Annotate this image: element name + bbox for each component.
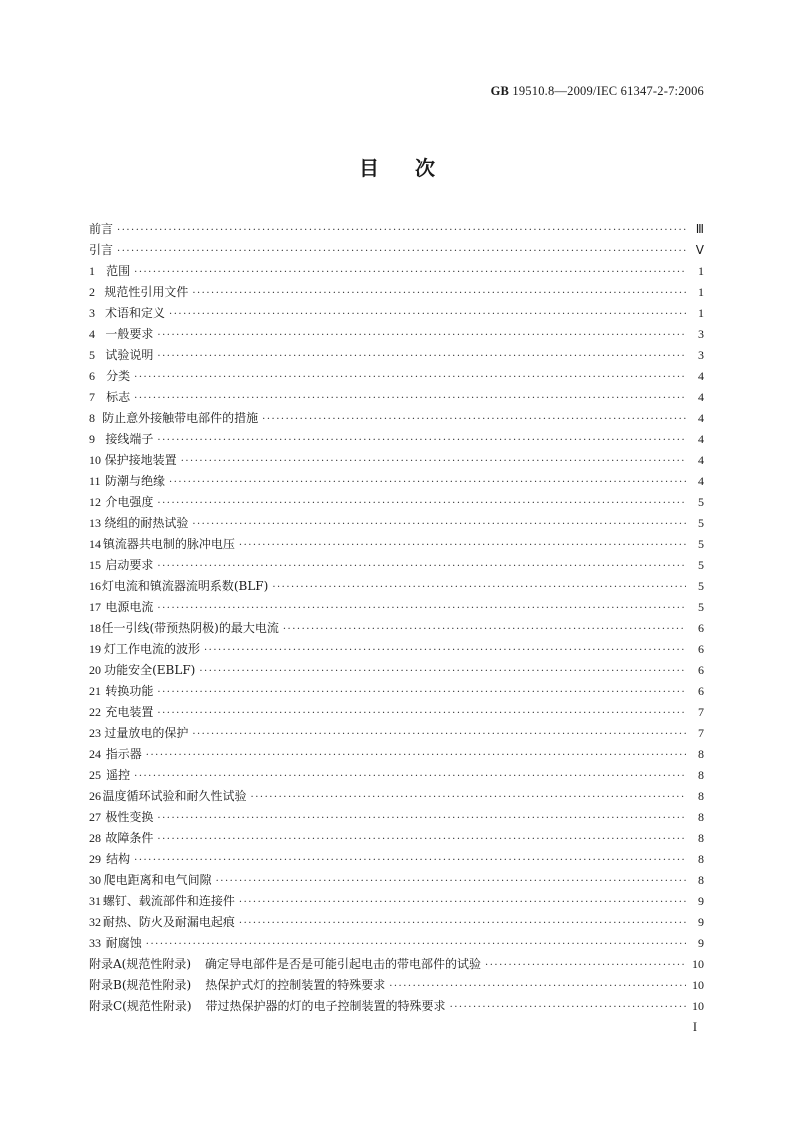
toc-entry-page: 3 xyxy=(698,327,704,341)
toc-entry[interactable] xyxy=(89,807,704,828)
toc-annex-page: 10 xyxy=(692,978,704,992)
toc-entry-number: 11 xyxy=(89,474,101,488)
toc-entry-number: 13 xyxy=(89,516,101,530)
toc-entry-label: 范围 xyxy=(106,264,131,278)
toc-entry-page: 5 xyxy=(698,537,704,551)
toc-entry-number: 7 xyxy=(89,390,95,404)
dot-leader xyxy=(169,304,686,325)
toc-entry-page: 4 xyxy=(698,432,704,446)
toc-entry-number: 18 xyxy=(89,621,101,635)
toc-entry-page: 8 xyxy=(698,768,704,782)
toc-annex-code: 附录C(规范性附录) xyxy=(89,999,192,1013)
toc-entry-page: 1 xyxy=(698,285,704,299)
dot-leader xyxy=(134,766,686,787)
toc-entry-number: 27 xyxy=(89,810,101,824)
toc-entry-page: 7 xyxy=(698,705,704,719)
toc-entry-label: 功能安全(EBLF) xyxy=(104,663,196,677)
toc-entry-number: 33 xyxy=(89,936,101,950)
toc-entry-label: 遥控 xyxy=(106,768,131,782)
dot-leader xyxy=(157,556,686,577)
toc-entry-page: 9 xyxy=(698,894,704,908)
toc-entry[interactable] xyxy=(89,870,704,891)
standard-prefix: GB xyxy=(490,84,510,98)
toc-entry[interactable] xyxy=(89,240,704,261)
dot-leader xyxy=(157,325,686,346)
dot-leader xyxy=(157,598,686,619)
toc-entry-label: 防潮与绝缘 xyxy=(105,474,166,488)
dot-leader xyxy=(389,976,686,997)
dot-leader xyxy=(157,493,686,514)
dot-leader xyxy=(192,724,686,745)
toc-entry-number: 26 xyxy=(89,789,101,803)
dot-leader xyxy=(204,640,686,661)
toc-entry-page: Ⅲ xyxy=(695,222,704,236)
toc-entry-label: 术语和定义 xyxy=(105,306,166,320)
toc-entry[interactable] xyxy=(89,639,704,660)
page-title: 目次 xyxy=(359,156,471,180)
toc-entry-page: 4 xyxy=(698,453,704,467)
toc-entry[interactable] xyxy=(89,408,704,429)
toc-entry-page: 8 xyxy=(698,747,704,761)
dot-leader xyxy=(157,829,686,850)
toc-entry-page: 5 xyxy=(698,579,704,593)
toc-entry-page: Ⅴ xyxy=(695,243,704,257)
toc-entry-label: 介电强度 xyxy=(105,495,154,509)
toc-entry-number: 19 xyxy=(89,642,101,656)
toc-entry[interactable] xyxy=(89,681,704,702)
dot-leader xyxy=(272,577,686,598)
dot-leader xyxy=(157,430,686,451)
toc-entry-label: 耐腐蚀 xyxy=(105,936,142,950)
toc-entry-number: 14 xyxy=(89,537,101,551)
toc-entry-label: 结构 xyxy=(106,852,131,866)
toc-annex-label: 带过热保护器的灯的电子控制装置的特殊要求 xyxy=(205,999,446,1013)
toc-entry-number: 16 xyxy=(89,579,101,593)
toc-entry-label: 充电装置 xyxy=(105,705,154,719)
toc-entry-page: 1 xyxy=(698,306,704,320)
toc-entry[interactable] xyxy=(89,702,704,723)
toc-entry-page: 8 xyxy=(698,873,704,887)
toc-entry-label: 分类 xyxy=(106,369,131,383)
toc-entry[interactable] xyxy=(89,387,704,408)
toc-entry-page: 6 xyxy=(698,663,704,677)
table-of-contents xyxy=(89,219,704,1017)
toc-entry[interactable] xyxy=(89,765,704,786)
toc-annex-page: 10 xyxy=(692,957,704,971)
dot-leader xyxy=(239,535,686,556)
toc-entry-number: 31 xyxy=(89,894,101,908)
toc-entry[interactable] xyxy=(89,555,704,576)
dot-leader xyxy=(157,346,686,367)
dot-leader xyxy=(169,472,686,493)
toc-entry-page: 9 xyxy=(698,936,704,950)
toc-entry-number: 12 xyxy=(89,495,101,509)
toc-entry-number: 17 xyxy=(89,600,101,614)
toc-annex-entry[interactable] xyxy=(89,954,704,975)
toc-annex-page: 10 xyxy=(692,999,704,1013)
dot-leader xyxy=(283,619,686,640)
toc-annex-code: 附录B(规范性附录) xyxy=(89,978,192,992)
standard-number: 19510.8—2009/IEC 61347-2-7:2006 xyxy=(512,84,704,98)
dot-leader xyxy=(239,913,686,934)
toc-entry-label: 爬电距离和电气间隙 xyxy=(103,873,212,887)
toc-annex-label: 热保护式灯的控制装置的特殊要求 xyxy=(205,978,386,992)
toc-entry-number: 25 xyxy=(89,768,101,782)
toc-entry-label: 接线端子 xyxy=(105,432,154,446)
toc-entry-label: 一般要求 xyxy=(105,327,154,341)
toc-entry-page: 4 xyxy=(698,411,704,425)
toc-entry-label: 试验说明 xyxy=(105,348,154,362)
dot-leader xyxy=(216,871,686,892)
dot-leader xyxy=(134,850,686,871)
toc-entry[interactable] xyxy=(89,849,704,870)
toc-entry-page: 4 xyxy=(698,369,704,383)
toc-entry-label: 引言 xyxy=(89,243,114,257)
dot-leader xyxy=(192,283,686,304)
dot-leader xyxy=(251,787,686,808)
toc-entry[interactable] xyxy=(89,828,704,849)
toc-entry-page: 8 xyxy=(698,810,704,824)
toc-entry-number: 32 xyxy=(89,915,101,929)
toc-entry-label: 镇流器共电制的脉冲电压 xyxy=(102,537,235,551)
dot-leader xyxy=(181,451,686,472)
dot-leader xyxy=(134,388,686,409)
toc-annex-entry[interactable] xyxy=(89,975,704,996)
toc-entry-page: 1 xyxy=(698,264,704,278)
toc-entry-number: 10 xyxy=(89,453,101,467)
toc-entry[interactable] xyxy=(89,261,704,282)
toc-entry-page: 4 xyxy=(698,390,704,404)
toc-entry[interactable] xyxy=(89,660,704,681)
toc-entry[interactable] xyxy=(89,912,704,933)
toc-entry[interactable] xyxy=(89,303,704,324)
toc-entry-label: 前言 xyxy=(89,222,114,236)
dot-leader xyxy=(117,241,686,262)
toc-entry-label: 极性变换 xyxy=(105,810,154,824)
toc-entry-number: 8 xyxy=(89,411,95,425)
toc-entry[interactable] xyxy=(89,786,704,807)
dot-leader xyxy=(157,682,686,703)
toc-entry[interactable] xyxy=(89,492,704,513)
toc-entry-number: 24 xyxy=(89,747,101,761)
dot-leader xyxy=(134,367,686,388)
dot-leader xyxy=(146,745,686,766)
toc-entry-label: 耐热、防火及耐漏电起痕 xyxy=(102,915,235,929)
toc-entry[interactable] xyxy=(89,597,704,618)
toc-entry-number: 20 xyxy=(89,663,101,677)
toc-entry-page: 8 xyxy=(698,831,704,845)
toc-entry-label: 转换功能 xyxy=(105,684,154,698)
toc-entry[interactable] xyxy=(89,219,704,240)
toc-entry-number: 15 xyxy=(89,558,101,572)
toc-entry-page: 6 xyxy=(698,684,704,698)
toc-annex-entry[interactable] xyxy=(89,996,704,1017)
toc-entry-number: 1 xyxy=(89,264,95,278)
toc-entry-label: 保护接地装置 xyxy=(104,453,177,467)
toc-entry-label: 灯电流和镇流器流明系数(BLF) xyxy=(101,579,269,593)
toc-entry-number: 22 xyxy=(89,705,101,719)
toc-entry-page: 5 xyxy=(698,495,704,509)
dot-leader xyxy=(134,262,686,283)
toc-entry[interactable] xyxy=(89,576,704,597)
dot-leader xyxy=(239,892,686,913)
toc-entry[interactable] xyxy=(89,429,704,450)
toc-entry-number: 29 xyxy=(89,852,101,866)
toc-entry-number: 30 xyxy=(89,873,101,887)
toc-entry-number: 28 xyxy=(89,831,101,845)
toc-entry-label: 过量放电的保护 xyxy=(104,726,189,740)
dot-leader xyxy=(192,514,686,535)
dot-leader xyxy=(450,997,686,1018)
toc-entry-number: 4 xyxy=(89,327,95,341)
toc-entry[interactable] xyxy=(89,933,704,954)
toc-entry-page: 6 xyxy=(698,642,704,656)
toc-entry-number: 21 xyxy=(89,684,101,698)
toc-entry[interactable] xyxy=(89,891,704,912)
toc-entry-number: 2 xyxy=(89,285,95,299)
dot-leader xyxy=(157,808,686,829)
toc-entry[interactable] xyxy=(89,618,704,639)
toc-entry-number: 5 xyxy=(89,348,95,362)
toc-entry-label: 故障条件 xyxy=(105,831,154,845)
toc-entry-number: 6 xyxy=(89,369,95,383)
toc-entry[interactable] xyxy=(89,345,704,366)
toc-annex-code: 附录A(规范性附录) xyxy=(89,957,192,971)
toc-entry-label: 防止意外接触带电部件的措施 xyxy=(102,411,259,425)
toc-entry-label: 电源电流 xyxy=(105,600,154,614)
toc-entry[interactable] xyxy=(89,723,704,744)
toc-entry-number: 3 xyxy=(89,306,95,320)
toc-entry[interactable] xyxy=(89,450,704,471)
page-number: I xyxy=(692,1020,697,1034)
toc-entry-label: 灯工作电流的波形 xyxy=(103,642,200,656)
toc-entry-page: 8 xyxy=(698,789,704,803)
toc-entry[interactable] xyxy=(89,282,704,303)
toc-entry-page: 9 xyxy=(698,915,704,929)
toc-entry-page: 5 xyxy=(698,558,704,572)
dot-leader xyxy=(262,409,686,430)
toc-entry[interactable] xyxy=(89,513,704,534)
dot-leader xyxy=(146,934,686,955)
toc-entry[interactable] xyxy=(89,366,704,387)
toc-entry-label: 螺钉、载流部件和连接件 xyxy=(102,894,235,908)
dot-leader xyxy=(157,703,686,724)
toc-entry[interactable] xyxy=(89,744,704,765)
toc-entry-label: 启动要求 xyxy=(105,558,154,572)
dot-leader xyxy=(199,661,686,682)
toc-entry-number: 9 xyxy=(89,432,95,446)
toc-entry-label: 温度循环试验和耐久性试验 xyxy=(102,789,247,803)
toc-entry-label: 规范性引用文件 xyxy=(104,285,189,299)
toc-entry-page: 7 xyxy=(698,726,704,740)
standard-code xyxy=(491,84,704,99)
toc-entry-page: 6 xyxy=(698,621,704,635)
toc-entry[interactable] xyxy=(89,471,704,492)
toc-entry[interactable] xyxy=(89,324,704,345)
toc-entry-number: 23 xyxy=(89,726,101,740)
dot-leader xyxy=(485,955,686,976)
dot-leader xyxy=(117,220,686,241)
toc-entry-label: 绕组的耐热试验 xyxy=(104,516,189,530)
toc-annex-label: 确定导电部件是否是可能引起电击的带电部件的试验 xyxy=(205,957,482,971)
toc-entry-page: 5 xyxy=(698,516,704,530)
toc-entry-page: 5 xyxy=(698,600,704,614)
toc-entry[interactable] xyxy=(89,534,704,555)
toc-entry-page: 3 xyxy=(698,348,704,362)
toc-entry-label: 标志 xyxy=(106,390,131,404)
toc-entry-page: 8 xyxy=(698,852,704,866)
toc-entry-label: 指示器 xyxy=(105,747,142,761)
toc-entry-label: 任一引线(带预热阴极)的最大电流 xyxy=(101,621,279,635)
toc-entry-page: 4 xyxy=(698,474,704,488)
